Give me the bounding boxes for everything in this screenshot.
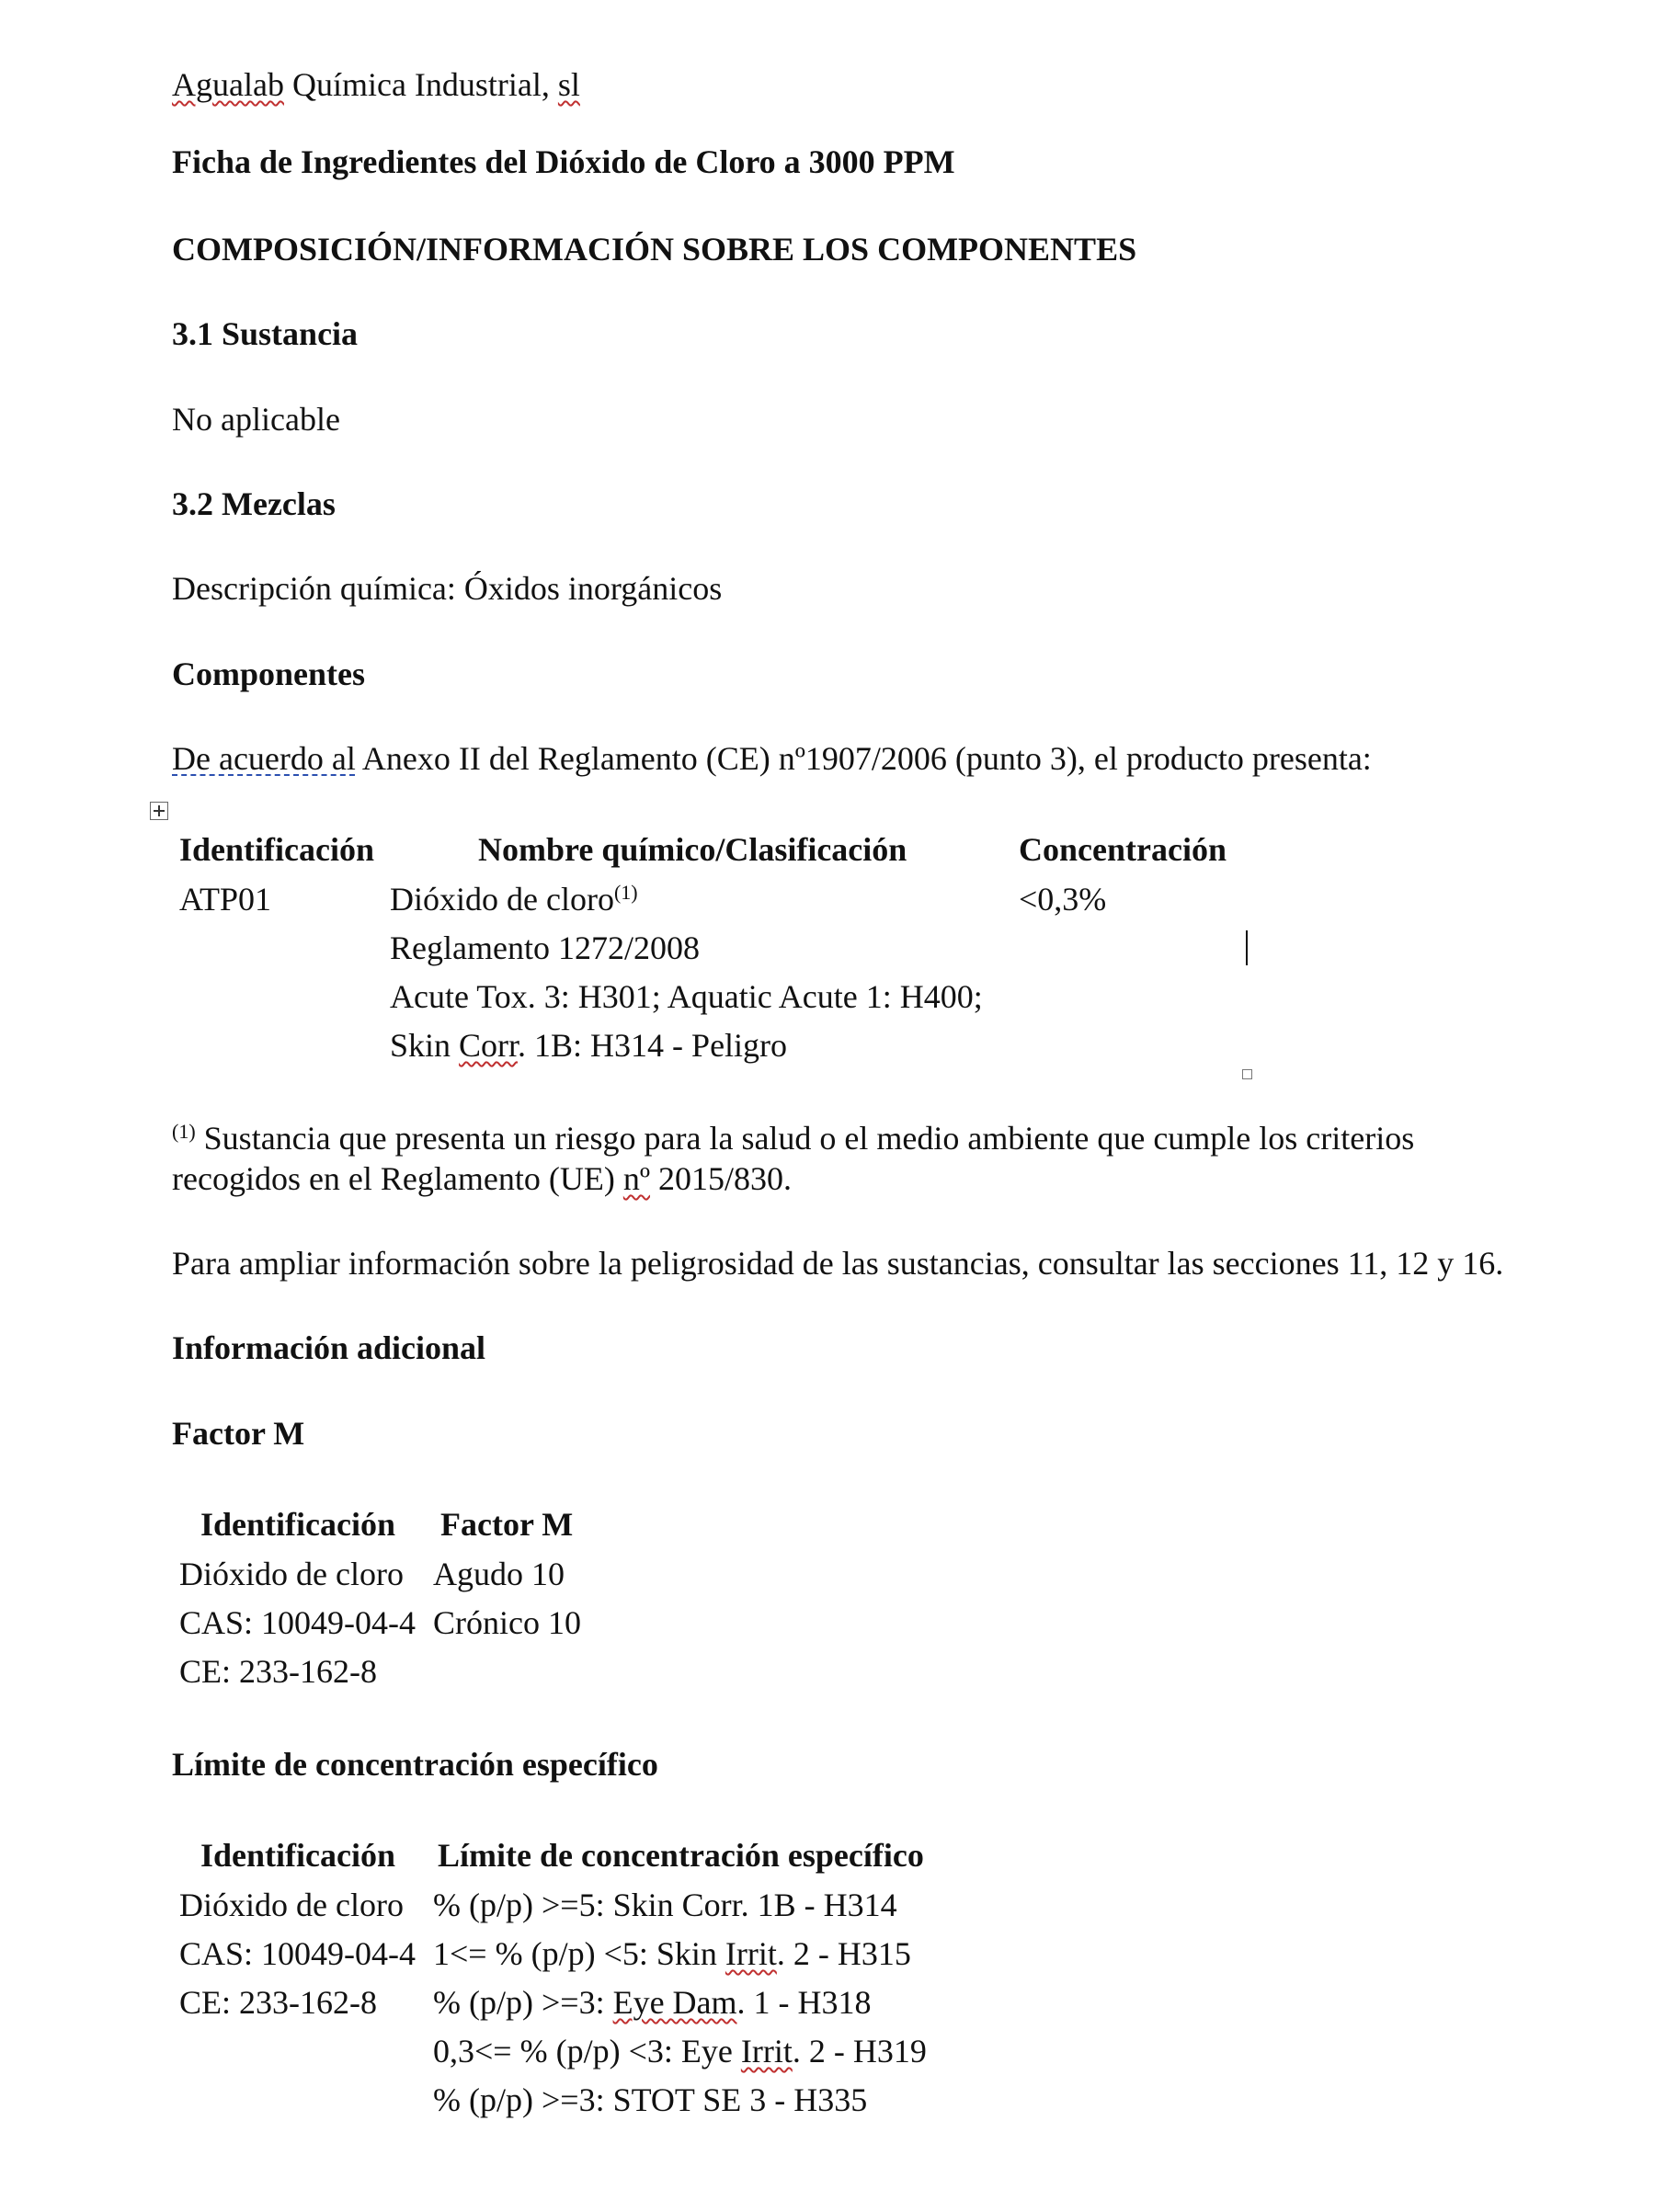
table-header-concentration: Concentración: [1019, 831, 1227, 868]
table-cell-identification: ATP01: [179, 881, 272, 918]
m-factor-value: Agudo 10: [433, 1556, 565, 1592]
footnote-text: Sustancia que presenta un riesgo para la salud o el medio ambiente que cumple los criterios: [195, 1120, 1415, 1157]
spelling-flag: nº: [622, 1160, 651, 1197]
grammar-flag: De acuerdo al: [172, 740, 356, 777]
m-factor-id-line: CAS: 10049-04-4: [179, 1604, 416, 1641]
table-cell-classification-1: Acute Tox. 3: H301; Aquatic Acute 1: H400;: [390, 978, 983, 1015]
m-factor-id-line: CE: 233-162-8: [179, 1653, 377, 1690]
footnote-text: 2015/830.: [650, 1160, 793, 1197]
company-name-part: Química Industrial,: [283, 66, 558, 103]
m-factor-heading: Factor M: [172, 1415, 305, 1452]
additional-info-heading: Información adicional: [172, 1329, 486, 1366]
limit-text: 1<= % (p/p) <5: Skin: [433, 1935, 725, 1972]
limit-header-value: Límite de concentración específico: [438, 1837, 924, 1874]
m-factor-value: Crónico 10: [433, 1604, 581, 1641]
limit-value: [433, 1933, 911, 1974]
substance-text: No aplicable: [172, 401, 340, 438]
limit-header-identification: Identificación: [200, 1837, 395, 1874]
table-resize-handle-icon[interactable]: [1242, 1069, 1252, 1079]
footnote-text: recogidos en el Reglamento (UE): [172, 1160, 623, 1197]
table-move-handle-icon[interactable]: [150, 802, 168, 820]
limit-value: [433, 2080, 867, 2120]
text-cursor: [1246, 930, 1248, 965]
m-factor-header-value: Factor M: [440, 1506, 574, 1543]
more-info-text: Para ampliar información sobre la peligrosidad de las sustancias, consultar las secciones 11, 12 y 16.: [172, 1245, 1504, 1282]
footnote-ref: (1): [613, 881, 638, 904]
table-cell-concentration: <0,3%: [1019, 881, 1107, 918]
substance-heading: 3.1 Sustancia: [172, 315, 359, 352]
spelling-flag: Irrit: [725, 1935, 777, 1972]
company-name: [172, 64, 580, 105]
m-factor-id-line: Dióxido de cloro: [179, 1556, 404, 1592]
table-header-name: Nombre químico/Clasificación: [478, 831, 907, 868]
document-title: Ficha de Ingredientes del Dióxido de Cloro a 3000 PPM: [172, 143, 955, 180]
classification-text: . 1B: H314 - Peligro: [518, 1027, 788, 1064]
spelling-flag: Irrit: [740, 2033, 793, 2069]
mixtures-heading: 3.2 Mezclas: [172, 485, 336, 522]
limit-id-line: CE: 233-162-8: [179, 1984, 377, 2021]
components-intro: [172, 738, 1372, 779]
components-heading: Componentes: [172, 656, 366, 692]
limit-text: . 2 - H315: [776, 1935, 911, 1972]
spelling-flag: Corr: [459, 1027, 519, 1064]
limit-value: [433, 1885, 897, 1925]
chemical-name: Dióxido de cloro: [390, 881, 614, 918]
spelling-flag: Eye Dam: [612, 1984, 737, 2021]
table-cell-name: [390, 879, 638, 919]
classification-text: Skin: [390, 1027, 460, 1064]
limit-text: 0,3<= % (p/p) <3: Eye: [433, 2033, 741, 2069]
specific-limit-heading: Límite de concentración específico: [172, 1746, 658, 1783]
table-cell-regulation: Reglamento 1272/2008: [390, 929, 700, 966]
limit-text: . 2 - H319: [792, 2033, 927, 2069]
components-intro-text: Anexo II del Reglamento (CE) nº1907/2006 (punto 3), el producto presenta:: [355, 740, 1372, 777]
table-cell-classification-2: [390, 1025, 787, 1066]
m-factor-header-identification: Identificación: [200, 1506, 395, 1543]
limit-id-line: Dióxido de cloro: [179, 1887, 404, 1923]
company-name-part: sl: [557, 66, 580, 103]
section-heading: COMPOSICIÓN/INFORMACIÓN SOBRE LOS COMPONENTES: [172, 231, 1137, 268]
footnote-line-2: [172, 1158, 792, 1199]
limit-id-line: CAS: 10049-04-4: [179, 1935, 416, 1972]
limit-text: . 1 - H318: [736, 1984, 872, 2021]
limit-text: % (p/p) >=5: Skin Corr. 1B - H314: [433, 1887, 897, 1923]
table-header-identification: Identificación: [179, 831, 374, 868]
footnote-line-1: [172, 1118, 1414, 1158]
footnote-marker: (1): [172, 1120, 196, 1143]
chemical-description: Descripción química: Óxidos inorgánicos: [172, 570, 723, 607]
limit-text: % (p/p) >=3: STOT SE 3 - H335: [433, 2081, 868, 2118]
limit-value: [433, 1982, 872, 2023]
limit-text: % (p/p) >=3:: [433, 1984, 613, 2021]
company-name-part: Agualab: [172, 66, 284, 103]
limit-value: [433, 2031, 927, 2071]
